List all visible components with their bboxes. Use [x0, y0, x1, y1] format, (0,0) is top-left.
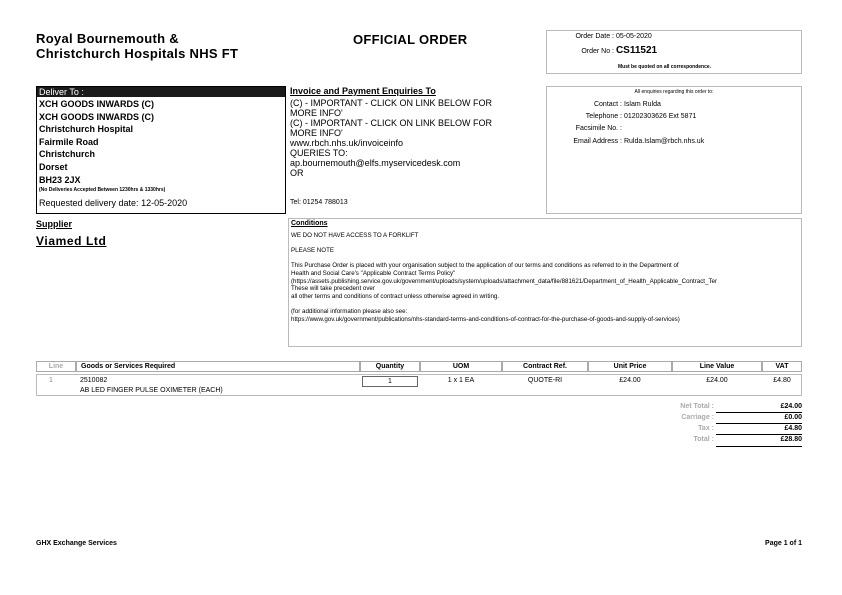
deliver-address-line: Christchurch	[39, 149, 96, 160]
contact-telephone-row	[548, 113, 696, 120]
conditions-line: This Purchase Order is placed with your organisation subject to the application of our terms and conditions as referred to in the Department of	[291, 262, 679, 270]
requested-delivery-date: Requested delivery date: 12-05-2020	[39, 198, 188, 208]
contact-value: Islam Rulda	[623, 101, 661, 108]
cell-item-description: AB LED FINGER PULSE OXIMETER (EACH)	[80, 387, 223, 394]
invoice-link[interactable]: www.rbch.nhs.uk/invoiceinfo	[290, 138, 404, 148]
col-header-uom: UOM	[420, 361, 502, 372]
contact-value: 01202303626 Ext 5871	[623, 113, 697, 120]
col-header-line: Line	[36, 361, 76, 372]
order-date-label: Order Date :	[575, 33, 614, 40]
conditions-heading: Conditions	[291, 220, 328, 227]
delivery-hours-note: (No Deliveries Accepted Between 1230hrs & 1330hrs)	[39, 187, 166, 193]
contact-fax-row	[548, 125, 622, 132]
conditions-line: These will take precedent over	[291, 285, 375, 293]
supplier-heading: Supplier	[36, 219, 73, 229]
total-divider	[716, 423, 802, 424]
cell-item-code: 2510082	[80, 377, 108, 384]
col-header-contract-ref: Contract Ref.	[502, 361, 588, 372]
cell-unit-price: £24.00	[619, 377, 641, 384]
deliver-to-heading: Deliver To :	[37, 87, 285, 97]
invoice-telephone: Tel: 01254 788013	[290, 199, 348, 206]
tax-value: £4.80	[784, 425, 802, 432]
conditions-line: WE DO NOT HAVE ACCESS TO A FORKLIFT	[291, 232, 419, 239]
document-title: OFFICIAL ORDER	[353, 32, 468, 47]
conditions-link[interactable]: (https://assets.publishing.service.gov.uk/government/uploads/system/uploads/attachment_data/file/881621/Department_of_Health_Applicable_Contract_Ter	[291, 277, 718, 285]
supplier-name: Viamed Ltd	[36, 234, 107, 248]
order-number-value: CS11521	[615, 45, 658, 56]
cell-line: 1	[49, 377, 53, 384]
order-number	[548, 45, 657, 56]
quote-note: Must be quoted on all correspondence.	[618, 64, 712, 70]
col-header-line-value: Line Value	[672, 361, 762, 372]
contact-name-row	[548, 101, 661, 108]
invoice-line: QUERIES TO:	[290, 148, 348, 158]
conditions-line	[291, 300, 842, 308]
cell-uom: 1 x 1 EA	[447, 377, 475, 384]
invoice-line: (C) - IMPORTANT - CLICK ON LINK BELOW FOR	[290, 98, 493, 108]
invoice-details	[290, 98, 542, 178]
deliver-address-line: Dorset	[39, 161, 68, 172]
invoice-line: MORE INFO'	[290, 108, 343, 118]
order-date-value: 05-05-2020	[615, 33, 652, 40]
conditions-line: Health and Social Care's "Applicable Contract Terms Policy"	[291, 269, 456, 277]
total-divider	[716, 446, 802, 447]
deliver-address-line: XCH GOODS INWARDS (C)	[39, 99, 155, 109]
col-header-vat: VAT	[762, 361, 802, 372]
invoice-line: OR	[290, 168, 304, 178]
deliver-address-line: Fairmile Road	[39, 136, 99, 147]
deliver-address-line: XCH GOODS INWARDS (C)	[39, 111, 155, 122]
deliver-address-line: BH23 2JX	[39, 174, 81, 185]
contact-email-value[interactable]: Rulda.Islam@rbch.nhs.uk	[623, 138, 705, 145]
deliver-address	[39, 98, 154, 186]
order-number-label: Order No :	[581, 48, 614, 55]
conditions-text	[291, 232, 842, 323]
organisation-line-1: Royal Bournemouth &	[36, 31, 179, 46]
conditions-line: (for additional information please also see:	[291, 307, 408, 315]
conditions-line	[291, 240, 842, 248]
conditions-line: all other terms and conditions of contract unless otherwise agreed in writing.	[291, 292, 500, 300]
contact-heading: All enquiries regarding this order to:	[634, 89, 714, 95]
contact-email-row	[548, 138, 704, 145]
contact-label: Contact :	[593, 101, 622, 108]
total-divider	[716, 412, 802, 413]
organisation-line-2: Christchurch Hospitals NHS FT	[36, 46, 239, 61]
carriage-value: £0.00	[784, 414, 802, 421]
col-header-quantity: Quantity	[360, 361, 420, 372]
conditions-line: PLEASE NOTE	[291, 247, 334, 255]
conditions-link[interactable]: https://www.gov.uk/government/publications/nhs-standard-terms-and-conditions-of-contract-for-the-purchase-of-goods-and-supply-of-services)	[291, 315, 680, 323]
cell-vat: £4.80	[773, 377, 791, 384]
total-divider	[716, 434, 802, 435]
cell-line-value: £24.00	[706, 377, 728, 384]
invoice-line: MORE INFO'	[290, 128, 343, 138]
tax-label: Tax :	[698, 425, 714, 432]
page-number: Page 1 of 1	[765, 540, 802, 547]
order-date	[548, 33, 652, 40]
contact-label: Email Address :	[573, 138, 622, 145]
contact-label: Facsimile No. :	[575, 125, 622, 132]
cell-contract-ref: QUOTE-RI	[527, 377, 563, 384]
cell-quantity: 1	[362, 376, 418, 387]
invoice-heading: Invoice and Payment Enquiries To	[290, 86, 436, 96]
conditions-line	[291, 255, 842, 263]
invoice-line: (C) - IMPORTANT - CLICK ON LINK BELOW FOR	[290, 118, 493, 128]
footer-service: GHX Exchange Services	[36, 540, 117, 547]
carriage-label: Carriage :	[681, 414, 714, 421]
invoice-email[interactable]: ap.bournemouth@elfs.myservicedesk.com	[290, 158, 461, 168]
grand-total-value: £28.80	[780, 436, 802, 443]
organisation-name	[36, 31, 238, 61]
net-total-label: Net Total :	[680, 403, 714, 410]
grand-total-label: Total :	[693, 436, 714, 443]
col-header-goods: Goods or Services Required	[76, 361, 360, 372]
net-total-value: £24.00	[780, 403, 802, 410]
contact-label: Telephone :	[585, 113, 622, 120]
deliver-address-line: Christchurch Hospital	[39, 124, 134, 135]
col-header-unit-price: Unit Price	[588, 361, 672, 372]
